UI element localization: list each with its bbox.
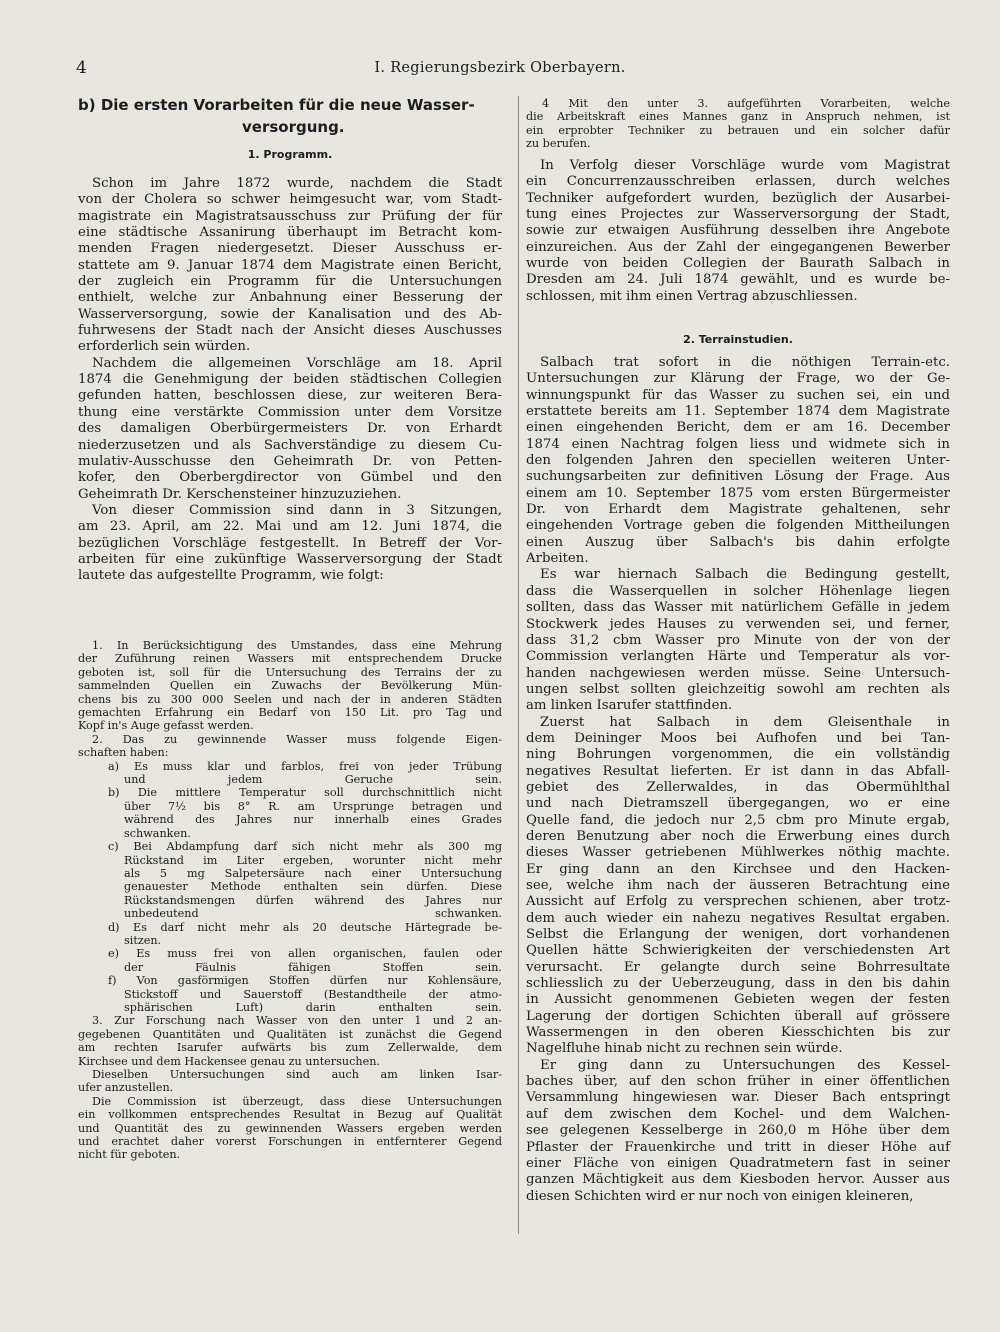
text-line: sammelnden Quellen ein Zuwachs der Bevölkerung Mün- (78, 679, 502, 693)
text-line: ein erprobter Techniker zu betrauen und ein solcher dafür (526, 123, 950, 137)
text-line: eine städtische Assanirung überhaupt im Betracht kom- (78, 225, 502, 241)
text-line: dem Deininger Moos bei Aufhofen und bei Tan- (526, 730, 950, 746)
page-number: 4 (76, 58, 87, 78)
text-line: gefunden hatten, beschlossen diese, zur weiteren Bera- (78, 388, 502, 404)
text-line: Wassermengen in den oberen Kiesschichten bis zur (526, 1025, 950, 1041)
text-line: der zugleich ein Programm für die Untersuchungen (78, 274, 502, 290)
text-line: fuhrwesens der Stadt nach der Ansicht dieses Auschusses (78, 323, 502, 339)
text-line: einer Fläche von einigen Quadratmetern fast in seiner (526, 1155, 950, 1171)
text-line: von der Cholera so schwer heimgesucht war, vom Stadt- (78, 192, 502, 208)
text-line: die Arbeitskraft eines Mannes ganz in Anspruch nehmen, ist (526, 110, 950, 124)
text-line: schaften haben: (78, 746, 169, 760)
text-line: Geheimrath Dr. Kerschensteiner hinzuzuziehen. (78, 486, 402, 502)
text-line: Stickstoff und Sauerstoff (Bestandtheile der atmo- (124, 987, 502, 1001)
text-line: auf dem zwischen dem Kochel- und dem Walchen- (526, 1106, 950, 1122)
text-line: als 5 mg Salpetersäure nach einer Untersuchung (124, 866, 502, 880)
text-line: Techniker aufgefordert wurden, bezüglich der Ausarbei- (526, 190, 950, 206)
text-line: geboten ist, soll für die Untersuchung des Terrains der zu (78, 665, 502, 679)
text-line: schwanken. (124, 826, 191, 840)
text-line: schliesslich zu der Ueberzeugung, dass in den bis dahin (526, 976, 950, 992)
text-block (526, 97, 950, 151)
text-line: Quelle fand, die jedoch nur 2,5 cbm pro Minute ergab, (526, 812, 950, 828)
text-line: winnungspunkt für das Wasser zu suchen sei, ein und (526, 387, 950, 403)
text-line: magistrate ein Magistratsausschuss zur Prüfung der für (78, 208, 502, 224)
text-line: Untersuchungen zur Klärung der Frage, wo der Ge- (526, 371, 950, 387)
text-line: Dresden am 24. Juli 1874 gewählt, und es wurde be- (526, 272, 950, 288)
text-line: see, welche ihm nach der äusseren Betrachtung eine (526, 878, 950, 893)
text-line: dem auch wieder ein nahezu negatives Resultat ergaben. (526, 910, 950, 926)
text-line: Wasserversorgung, sowie der Kanalisation und des Ab- (78, 306, 502, 322)
column-divider (518, 96, 519, 1234)
text-line: sphärischen Luft) darin enthalten sein. (124, 1000, 502, 1014)
text-line: schlossen, mit ihm einen Vertrag abzuschliessen. (526, 288, 858, 304)
text-line: und nach Dietramszell übergegangen, wo er eine (526, 796, 950, 812)
running-title: I. Regierungsbezirk Oberbayern. (374, 60, 626, 76)
text-line: mulativ-Ausschusse den Geheimrath Dr. von Petten- (78, 453, 502, 469)
text-line: Versammlung hingewiesen war. Dieser Bach entspringt (526, 1090, 950, 1106)
text-line: unbedeutend schwanken. (124, 907, 502, 921)
text-line: nicht für geboten. (78, 1148, 181, 1162)
left-column (78, 94, 502, 1162)
text-line: wurde von beiden Collegien der Baurath Salbach in (526, 256, 950, 272)
text-line: bezüglichen Vorschläge festgestellt. In Betreff der Vor- (78, 535, 502, 551)
text-line: Dr. von Erhardt dem Magistrate gehaltenen, sehr (526, 502, 950, 518)
text-line: kofer, den Oberbergdirector von Gümbel und den (78, 470, 502, 486)
text-line: handen nachgewiesen werden müsse. Seine Untersuch- (526, 665, 950, 681)
text-line: stattete am 9. Januar 1874 dem Magistrate einen Bericht, (78, 257, 502, 273)
text-line: e) Es muss frei von allen organischen, faulen oder (108, 947, 502, 961)
text-line: ufer anzustellen. (78, 1081, 174, 1095)
text-line: Rückstandsmengen dürfen während des Jahres nur (124, 893, 502, 907)
text-line: der Fäulnis fähigen Stoffen sein. (124, 960, 502, 974)
text-line: Aussicht auf Erfolg zu versprechen schienen, aber trotz- (526, 894, 950, 910)
text-line: sowie zur etwaigen Ausführung desselben ihre Angebote (526, 223, 950, 239)
text-line: 1874 die Genehmigung der beiden städtischen Collegien (78, 372, 502, 388)
text-line: chens bis zu 300 000 Seelen und nach der in anderen Städten (78, 692, 502, 706)
text-line: enthielt, welche zur Anbahnung einer Besserung der (78, 290, 502, 306)
text-line: f) Von gasförmigen Stoffen dürfen nur Kohlensäure, (108, 974, 502, 988)
text-line: ein vollkommen entsprechendes Resultat in Bezug auf Qualität (78, 1108, 502, 1122)
text-line: Von dieser Commission sind dann in 3 Sitzungen, (92, 502, 502, 518)
text-line: Es war hiernach Salbach die Bedingung gestellt, (540, 567, 950, 583)
text-line: see gelegenen Kesselberge in 260,0 m Höhe über dem (526, 1123, 950, 1139)
text-line: ganzen Mächtigkeit aus dem Kiesboden hervor. Ausser aus (526, 1172, 950, 1188)
text-line: gegebenen Quantitäten und Qualitäten ist zunächst die Gegend (78, 1027, 502, 1041)
text-line: niederzusetzen und als Sachverständige zu diesem Cu- (78, 437, 502, 453)
text-line: lautete das aufgestellte Programm, wie folgt: (78, 568, 384, 584)
text-line: tung eines Projectes zur Wasserversorgung der Stadt, (526, 207, 950, 223)
text-line: und Quantität des zu gewinnenden Wassers ergeben werden (78, 1121, 502, 1135)
text-line: a) Es muss klar und farblos, frei von jeder Trübung (108, 759, 502, 773)
text-line: arbeiten für eine zukünftige Wasserversorgung der Stadt (78, 551, 502, 567)
text-line: in Aussicht genommenen Gebieten wegen der festen (526, 992, 950, 1008)
text-block (78, 639, 502, 1162)
text-line: Kirchsee und dem Hackensee genau zu untersuchen. (78, 1054, 380, 1068)
text-line: Quellen hätte Schwierigkeiten der verschiedensten Art (526, 943, 950, 959)
text-line: Dieselben Untersuchungen sind auch am linken Isar- (92, 1068, 502, 1081)
text-line: Lagerung der dortigen Schichten überall auf grössere (526, 1008, 950, 1024)
text-line: erstattete bereits am 11. September 1874 dem Magistrate (526, 404, 950, 420)
text-line: am 23. April, am 22. Mai und am 12. Juni 1874, die (78, 519, 502, 535)
text-line: gebiet des Zellerwaldes, in das Obermühlthal (526, 779, 950, 795)
text-line: Selbst die Erlangung der wenigen, dort vorhandenen (526, 927, 950, 943)
text-line: während des Jahres nur innerhalb eines Grades (124, 813, 502, 827)
text-line: sitzen. (124, 933, 162, 947)
text-line: dieses Wasser getriebenen Mühlwerkes nöthig machte. (526, 845, 950, 861)
text-line: den folgenden Jahren den speciellen weiteren Unter- (526, 453, 950, 469)
text-line: 2. Das zu gewinnende Wasser muss folgende Eigen- (92, 732, 502, 746)
text-block (526, 158, 950, 305)
text-block (526, 355, 950, 1205)
text-line: dass 31,2 cbm Wasser pro Minute von der von der (526, 632, 950, 648)
text-line: suchungsarbeiten zur definitiven Lösung der Frage. Aus (526, 469, 950, 485)
text-line: zu berufen. (526, 137, 591, 151)
text-line: ein Concurrenzausschreiben erlassen, durch welches (526, 174, 950, 190)
text-line: Nachdem die allgemeinen Vorschläge am 18. April (92, 355, 502, 371)
text-line: c) Bei Abdampfung darf sich nicht mehr als 300 mg (108, 840, 502, 854)
text-line: einen eingehenden Bericht, dem er am 16. December (526, 420, 950, 436)
section-heading-line: b) Die ersten Vorarbeiten für die neue Wasser- (78, 96, 475, 114)
text-line: Schon im Jahre 1872 wurde, nachdem die Stadt (92, 176, 502, 191)
text-line: und erachtet daher vorerst Forschungen in entfernterer Gegend (78, 1135, 502, 1149)
text-line: Rückstand im Liter ergeben, worunter nicht mehr (124, 853, 502, 867)
text-line: 3. Zur Forschung nach Wasser von den unter 1 und 2 an- (92, 1014, 502, 1028)
section-heading-line: versorgung. (242, 118, 345, 136)
text-block (78, 176, 502, 585)
text-line: Salbach trat sofort in die nöthigen Terrain-etc. (540, 355, 950, 370)
text-line: deren Benutzung aber noch die Erwerbung eines durch (526, 828, 950, 844)
text-line: eingehenden Vortrage geben die folgenden Mittheilungen (526, 518, 950, 534)
text-line: 1874 einen Nachtrag folgen liess und widmete sich in (526, 436, 950, 452)
text-line: Zuerst hat Salbach in dem Gleisenthale in (540, 714, 950, 730)
text-line: und jedem Geruche sein. (124, 773, 502, 787)
text-line: b) Die mittlere Temperatur soll durchschnittlich nicht (108, 786, 502, 800)
text-line: baches über, auf den schon früher in einer öffentlichen (526, 1074, 950, 1090)
text-line: menden Fragen niedergesetzt. Dieser Ausschuss er- (78, 241, 502, 257)
text-line: Die Commission ist überzeugt, dass diese Untersuchungen (92, 1094, 502, 1108)
text-line: verursacht. Er gelangte durch seine Bohrresultate (526, 959, 950, 975)
subheading-terrainstudien: 2. Terrainstudien. (683, 333, 793, 346)
text-line: diesen Schichten wird er nur noch von einigen kleineren, (526, 1188, 914, 1204)
text-line: am rechten Isarufer aufwärts bis zum Zellerwalde, dem (78, 1041, 502, 1055)
text-line: genauester Methode enthalten sein dürfen. Diese (124, 880, 502, 894)
text-line: Nagelfluhe hinab nicht zu rechnen sein würde. (526, 1041, 843, 1057)
text-line: 4 Mit den unter 3. aufgeführten Vorarbeiten, welche (542, 97, 950, 110)
text-line: negatives Resultat lieferten. Er ist dann in das Abfall- (526, 763, 950, 779)
text-line: Er ging dann an den Kirchsee und den Hacken- (526, 861, 950, 877)
text-line: dass die Wasserquellen in solcher Höhenlage liegen (526, 583, 950, 599)
text-line: einzureichen. Aus der Zahl der eingegangenen Bewerber (526, 239, 950, 255)
text-line: d) Es darf nicht mehr als 20 deutsche Härtegrade be- (108, 920, 502, 934)
text-line: ning Bohrungen vorgenommen, die ein vollständig (526, 747, 950, 763)
text-line: Kopf in's Auge gefasst werden. (78, 719, 254, 733)
text-line: Er ging dann zu Untersuchungen des Kessel- (540, 1057, 950, 1073)
text-line: ungen selbst sollten gleichzeitig sowohl am rechten als (526, 681, 950, 697)
text-line: Arbeiten. (526, 551, 589, 567)
text-line: 1. In Berücksichtigung des Umstandes, dass eine Mehrung (92, 639, 502, 652)
text-line: thung eine verstärkte Commission unter dem Vorsitze (78, 404, 502, 420)
text-line: über 7½ bis 8° R. am Ursprunge betragen und (124, 799, 502, 813)
text-line: der Zuführung reinen Wassers mit entsprechendem Drucke (78, 652, 502, 666)
text-line: In Verfolg dieser Vorschläge wurde vom Magistrat (540, 158, 950, 173)
text-line: einem am 10. September 1875 vom ersten Bürgermeister (526, 485, 950, 501)
section-heading (78, 94, 502, 138)
text-line: erforderlich sein würden. (78, 339, 251, 355)
text-line: sollten, dass das Wasser mit natürlichem Gefälle in jedem (526, 600, 950, 616)
text-line: des damaligen Oberbürgermeisters Dr. von Erhardt (78, 421, 502, 437)
text-line: Pflaster der Frauenkirche und tritt in dieser Höhe auf (526, 1139, 950, 1155)
text-line: am linken Isarufer stattfinden. (526, 698, 733, 714)
text-line: einen Auszug über Salbach's bis dahin erfolgte (526, 534, 950, 550)
text-line: gemachten Erfahrung ein Bedarf von 150 Lit. pro Tag und (78, 706, 502, 720)
subheading-programm: 1. Programm. (247, 148, 333, 161)
text-line: Commission verlangten Härte und Temperatur als vor- (526, 649, 950, 665)
text-line: Stockwerk jedes Hauses zu verwenden sei, und ferner, (526, 616, 950, 632)
